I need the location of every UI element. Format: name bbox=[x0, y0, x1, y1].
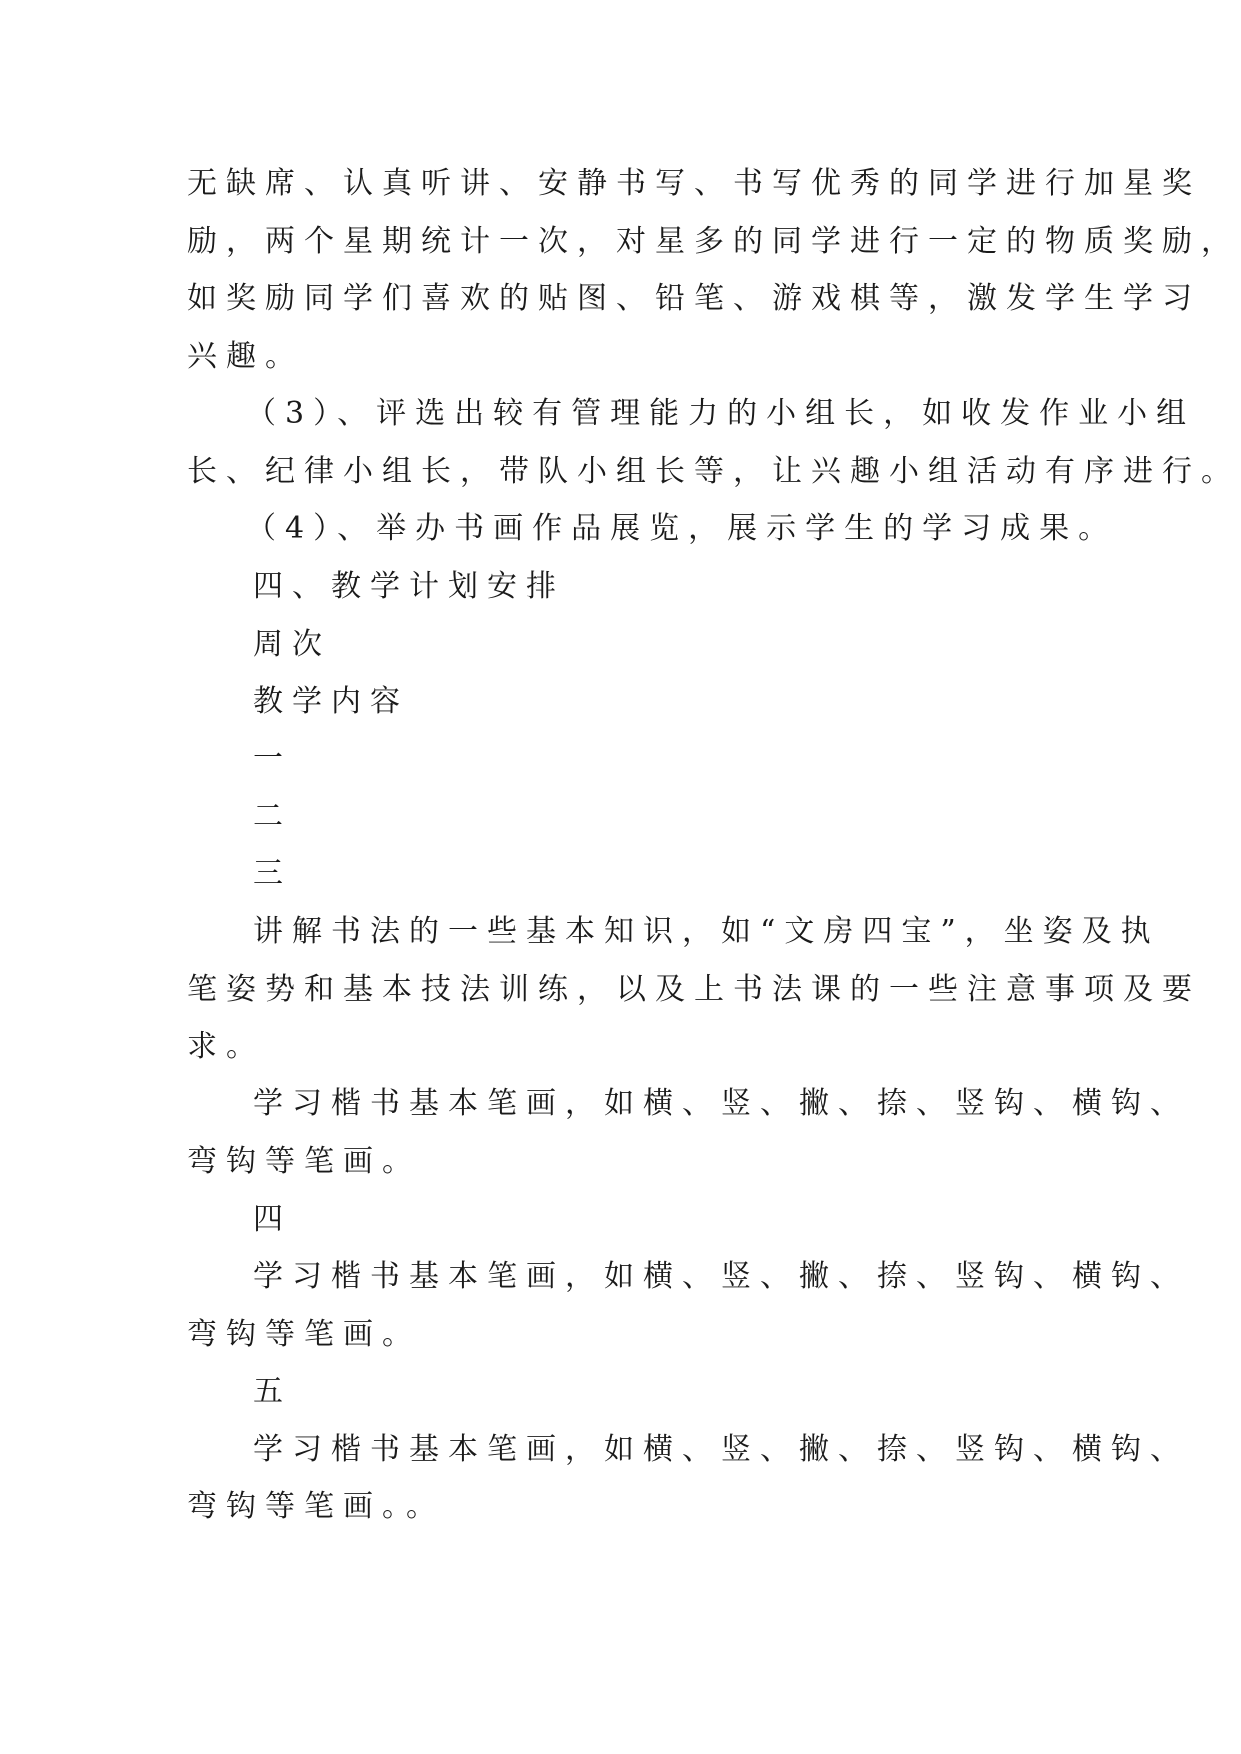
text-line: 无缺席、认真听讲、安静书写、书写优秀的同学进行加星奖 bbox=[187, 166, 1201, 201]
week-number: 三 bbox=[253, 856, 292, 891]
week-number: 四 bbox=[253, 1202, 292, 1237]
week-number: 五 bbox=[253, 1374, 292, 1409]
text-line: （3）、评选出较有管理能力的小组长，如收发作业小组 bbox=[246, 396, 1196, 431]
week-number: 二 bbox=[253, 799, 292, 834]
table-header-cell: 教学内容 bbox=[253, 684, 409, 719]
text-line: 讲解书法的一些基本知识，如“文房四宝”，坐姿及执 bbox=[253, 914, 1160, 949]
text-line: （4）、举办书画作品展览，展示学生的学习成果。 bbox=[246, 511, 1118, 546]
week-number: 一 bbox=[253, 741, 292, 776]
text-line: 学习楷书基本笔画，如横、竖、撇、捺、竖钩、横钩、 bbox=[253, 1432, 1189, 1467]
text-line: 励，两个星期统计一次，对星多的同学进行一定的物质奖励， bbox=[187, 224, 1240, 259]
text-line: 弯钩等笔画。 bbox=[187, 1317, 421, 1352]
text-line: 如奖励同学们喜欢的贴图、铅笔、游戏棋等，激发学生学习 bbox=[187, 281, 1201, 316]
text-line: 学习楷书基本笔画，如横、竖、撇、捺、竖钩、横钩、 bbox=[253, 1086, 1189, 1121]
text-line: 弯钩等笔画。 bbox=[187, 1144, 421, 1179]
table-header-cell: 周次 bbox=[253, 627, 331, 662]
text-line: 笔姿势和基本技法训练，以及上书法课的一些注意事项及要 bbox=[187, 972, 1201, 1007]
text-line: 学习楷书基本笔画，如横、竖、撇、捺、竖钩、横钩、 bbox=[253, 1259, 1189, 1294]
text-line: 弯钩等笔画。。 bbox=[187, 1489, 445, 1524]
text-line: 兴趣。 bbox=[187, 339, 304, 374]
text-line: 长、纪律小组长，带队小组长等，让兴趣小组活动有序进行。 bbox=[187, 454, 1240, 489]
section-heading: 四、教学计划安排 bbox=[253, 569, 565, 604]
text-line: 求。 bbox=[187, 1029, 265, 1064]
